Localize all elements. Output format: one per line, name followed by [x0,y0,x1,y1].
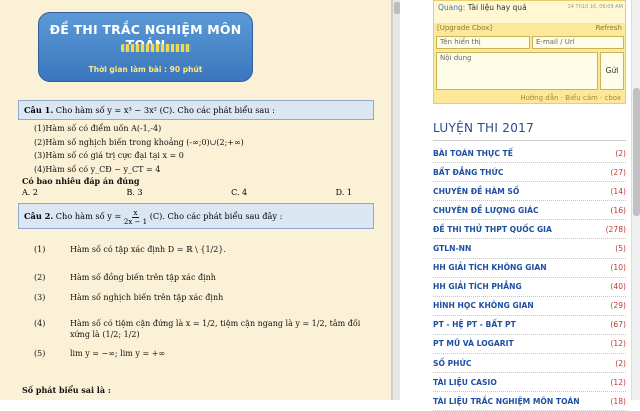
q2-statement-3-text: Hàm số nghịch biến trên tập xác định [70,293,224,302]
list-item[interactable] [433,373,626,392]
question-2-pre: Cho hàm số y = [55,211,122,221]
sidebar [401,0,640,406]
category-count: (12) [610,377,626,387]
question-2-header [18,203,374,229]
chat-content-input[interactable]: Nội dung [436,52,598,90]
category-count: (278) [605,224,626,234]
chat-toolbar [434,23,625,34]
document-time-limit: Thời gian làm bài : 90 phút [88,65,203,74]
section-title: LUYỆN THI 2017 [433,121,535,135]
question-1-text: Cho hàm số y = x³ − 3x² (C). Cho các phát biểu sau : [55,105,275,115]
q1-option-d: D. 1 [335,188,352,197]
q2-statement-5-number: (5) [34,349,46,358]
question-1-label: Câu 1. [24,105,54,115]
q2-statement-5-text: lim y = −∞; lim y = +∞ [70,349,166,358]
q1-statement-1: (1)Hàm số có điểm uốn A(-1,-4) [34,124,162,133]
upgrade-cbox-link[interactable]: [Upgrade Cbox] [437,24,493,32]
category-label[interactable]: PT MŨ VÀ LOGARIT [433,339,514,349]
q2-statement-2-number: (2) [34,273,46,282]
q1-statement-3: (3)Hàm số có giá trị cực đại tại x = 0 [34,151,184,160]
list-item[interactable] [433,392,626,411]
q2-statement-3-number: (3) [34,293,46,302]
document-scrollbar-thumb[interactable] [394,2,400,14]
chat-name-input[interactable]: Tên hiển thị [436,36,530,49]
document-header-banner [38,12,253,82]
q1-statement-2: (2)Hàm số nghịch biến trong khoảng (-∞;0)∪(2;+∞) [34,138,244,147]
list-item[interactable] [433,201,626,220]
list-item[interactable] [433,259,626,278]
chat-timestamp: 24 Th10 16, 06:09 AM [567,4,623,10]
refresh-link[interactable]: Refresh [595,24,622,32]
list-item[interactable] [433,239,626,258]
category-label[interactable]: PT - HỆ PT - BẤT PT [433,320,516,330]
page-scrollbar[interactable] [631,0,640,400]
list-item[interactable] [433,144,626,163]
chat-send-button[interactable]: Gửi [600,52,624,90]
fraction-denominator: 2x − 1 [123,217,148,226]
list-item[interactable] [433,182,626,201]
category-count: (27) [610,167,626,177]
question-2-label: Câu 2. [24,211,54,221]
q2-statement-4-text: Hàm số có tiệm cận đứng là x = 1/2, tiệm cận ngang là y = 1/2, tâm đối xứng là (1/2; 1/2) [70,319,361,339]
chat-footer-links[interactable]: Hướng dẫn · Biểu cảm · cbox [520,94,621,102]
q1-options [22,188,352,197]
category-count: (5) [615,244,626,254]
decorative-divider [121,44,191,52]
list-item[interactable] [433,354,626,373]
category-count: (2) [615,358,626,368]
category-count: (40) [610,282,626,292]
list-item[interactable] [433,220,626,239]
q2-statement-1-text: Hàm số có tập xác định D = ℝ \ {1/2}. [70,245,226,254]
category-label[interactable]: HH GIẢI TÍCH PHẲNG [433,282,522,292]
category-count: (14) [610,186,626,196]
q2-statement-2-text: Hàm số đồng biến trên tập xác định [70,273,216,282]
list-item[interactable] [433,278,626,297]
q2-statement-1-number: (1) [34,245,46,254]
category-count: (67) [610,320,626,330]
category-label[interactable]: BÀI TOÁN THỰC TẾ [433,148,513,158]
q2-statement-4-number: (4) [34,319,46,328]
q1-prompt: Có bao nhiêu đáp án đúng [22,176,140,186]
question-1-header [18,100,374,120]
category-count: (18) [610,396,626,406]
q1-option-b: B. 3 [126,188,143,197]
document-scrollbar[interactable] [392,0,400,400]
category-label[interactable]: HÌNH HỌC KHÔNG GIAN [433,301,534,311]
category-count: (2) [615,148,626,158]
category-count: (10) [610,263,626,273]
question-2-fraction [124,209,147,226]
category-label[interactable]: CHUYÊN ĐỀ HÀM SỐ [433,186,520,196]
category-label[interactable]: GTLN-NN [433,244,472,254]
category-count: (16) [610,205,626,215]
section-divider [433,140,626,141]
category-label[interactable]: SỐ PHỨC [433,358,472,368]
chat-url-input[interactable]: E-mail / Url [532,36,624,49]
category-label[interactable]: ĐỀ THI THỬ THPT QUỐC GIA [433,224,552,234]
category-count: (12) [610,339,626,349]
category-label[interactable]: HH GIẢI TÍCH KHÔNG GIAN [433,263,547,273]
list-item[interactable] [433,316,626,335]
chat-box [433,0,626,104]
question-2-post: (C). Cho các phát biểu sau đây : [149,211,283,221]
q2-prompt: Số phát biểu sai là : [22,385,111,395]
category-label[interactable]: BẤT ĐẲNG THỨC [433,167,504,177]
category-label[interactable]: CHUYÊN ĐỀ LƯỢNG GIÁC [433,205,539,215]
category-label[interactable]: TÀI LIỆU TRẮC NGHIỆM MÔN TOÁN [433,396,580,406]
chat-username[interactable]: Quang: [438,3,466,12]
category-count: (29) [610,301,626,311]
category-list [433,144,626,411]
page-scrollbar-thumb[interactable] [633,88,640,216]
q1-option-a: A. 2 [22,188,38,197]
chat-message-text: Tài liệu hay quá [467,3,527,12]
q1-option-c: C. 4 [231,188,248,197]
list-item[interactable] [433,335,626,354]
list-item[interactable] [433,297,626,316]
q1-statement-4: (4)Hàm số có y_CĐ − y_CT = 4 [34,165,161,174]
fraction-numerator: x [133,208,138,217]
document-title: ĐỀ THI TRẮC NGHIỆM MÔN [49,22,242,37]
chat-message [434,1,625,23]
list-item[interactable] [433,163,626,182]
category-label[interactable]: TÀI LIỆU CASIO [433,377,497,387]
